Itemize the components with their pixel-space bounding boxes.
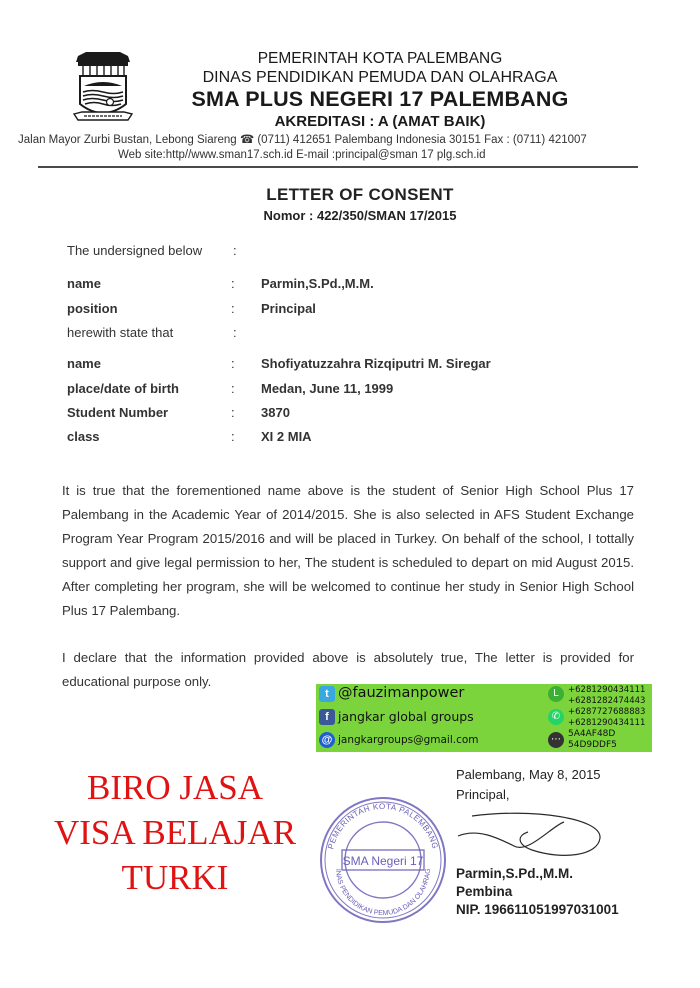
line-number-1: +6281290434111: [568, 685, 646, 695]
herewith-label: herewith state that: [67, 325, 174, 340]
stamp-bottom-text: INAS PENDIDIKAN PEMUDA DAN OLAHRAG: [334, 868, 433, 918]
bbm-pin-1: 5A4AF48D: [568, 729, 616, 739]
undersigned-intro: [67, 243, 627, 259]
student-class-row: [67, 429, 627, 445]
colon: :: [233, 325, 237, 340]
ad-twitter-handle: @fauzimanpower: [338, 685, 465, 701]
field-label: position: [67, 301, 118, 316]
colon: :: [231, 429, 235, 444]
letterhead-divider: [38, 166, 638, 168]
document-number: Nomor : 422/350/SMAN 17/2015: [263, 208, 457, 223]
letterhead-accreditation: AKREDITASI : A (AMAT BAIK): [274, 113, 486, 130]
signature-nip: NIP. 196611051997031001: [456, 902, 619, 917]
undersigned-position-row: [67, 301, 627, 317]
student-name-value: Shofiyatuzzahra Rizqiputri M. Siregar: [261, 356, 491, 371]
colon: :: [231, 301, 235, 316]
colon: :: [231, 276, 235, 291]
signature-rank: Pembina: [456, 884, 513, 899]
facebook-icon: f: [319, 709, 335, 725]
undersigned-name-value: Parmin,S.Pd.,M.M.: [261, 276, 374, 291]
student-number-row: [67, 405, 627, 421]
watermark-line-1: BIRO JASA: [86, 768, 263, 807]
student-birth-value: Medan, June 11, 1999: [261, 381, 394, 396]
watermark-line-3: TURKI: [121, 858, 229, 897]
letterhead-department: DINAS PENDIDIKAN PEMUDA DAN OLAHRAGA: [202, 69, 558, 86]
stamp-top-text: PEMERINTAH KOTA PALEMBANG: [326, 801, 440, 851]
signature-role: Principal,: [456, 787, 510, 802]
body-paragraph-1: It is true that the forementioned name above is the student of Senior High School Plus 17 Palembang in the Academic Year of 2014/2015. She is also selected in AFS Student Exchange Program Year Program 2015/2016 and will be placed in Turkey. On behalf of the school, I tottally support and give legal permission to her, The student is scheduled to depart on mid August 2015. After completing her program, she will be welcomed to continue her study in Senior High School Plus 17 Palembang.: [62, 483, 634, 618]
ad-email: jangkargroups@gmail.com: [338, 734, 479, 746]
official-stamp: [318, 790, 448, 930]
field-label: name: [67, 276, 101, 291]
colon: :: [231, 381, 235, 396]
document-title: LETTER OF CONSENT: [266, 185, 454, 204]
ad-facebook-name: jangkar global groups: [338, 709, 474, 724]
undersigned-intro-label: The undersigned below: [67, 243, 203, 258]
bbm-pin-2: 54D9DDF5: [568, 740, 617, 750]
colon: :: [233, 243, 237, 258]
whatsapp-icon: ✆: [548, 709, 564, 725]
student-name-row: [67, 356, 627, 372]
ad-banner: [316, 684, 652, 752]
colon: :: [231, 405, 235, 420]
student-class-value: XI 2 MIA: [261, 429, 312, 444]
handwritten-signature: [452, 806, 652, 862]
blackberry-messenger-icon: ⋯: [548, 732, 564, 748]
whatsapp-number-1: +6287727688883: [568, 707, 646, 717]
watermark-line-2: VISA BELAJAR: [53, 813, 297, 852]
field-label: Student Number: [67, 405, 169, 420]
twitter-icon: t: [319, 686, 335, 702]
field-label: class: [67, 429, 100, 444]
colon: :: [231, 356, 235, 371]
field-label: place/date of birth: [67, 381, 179, 396]
signature-name: Parmin,S.Pd.,M.M.: [456, 866, 574, 881]
signature-place-date: Palembang, May 8, 2015: [456, 767, 601, 782]
letterhead-school-name: SMA PLUS NEGERI 17 PALEMBANG: [191, 87, 569, 111]
line-app-icon: L: [548, 686, 564, 702]
student-number-value: 3870: [261, 405, 290, 420]
herewith-row: [67, 325, 627, 341]
whatsapp-number-2: +6281290434111: [568, 718, 646, 728]
stamp-center-text: SMA Negeri 17: [342, 854, 424, 868]
body-paragraph-2: I declare that the information provided above is absolutely true, The letter is provided for educational purpose only.: [62, 650, 634, 689]
undersigned-name-row: [67, 276, 627, 292]
city-emblem-icon: [72, 52, 134, 128]
line-number-2: +6281282474443: [568, 696, 646, 706]
student-birth-row: [67, 381, 627, 397]
field-label: name: [67, 356, 101, 371]
email-icon: @: [319, 732, 335, 748]
letterhead-government: PEMERINTAH KOTA PALEMBANG: [257, 50, 503, 67]
letterhead-address: Jalan Mayor Zurbi Bustan, Lebong Siareng ☎ (0711) 412651 Palembang Indonesia 30151 Fax : (0711) 421007: [18, 134, 587, 146]
undersigned-position-value: Principal: [261, 301, 316, 316]
letterhead-web-email: Web site:http//www.sman17.sch.id E-mail :principal@sman 17 plg.sch.id: [118, 149, 486, 161]
